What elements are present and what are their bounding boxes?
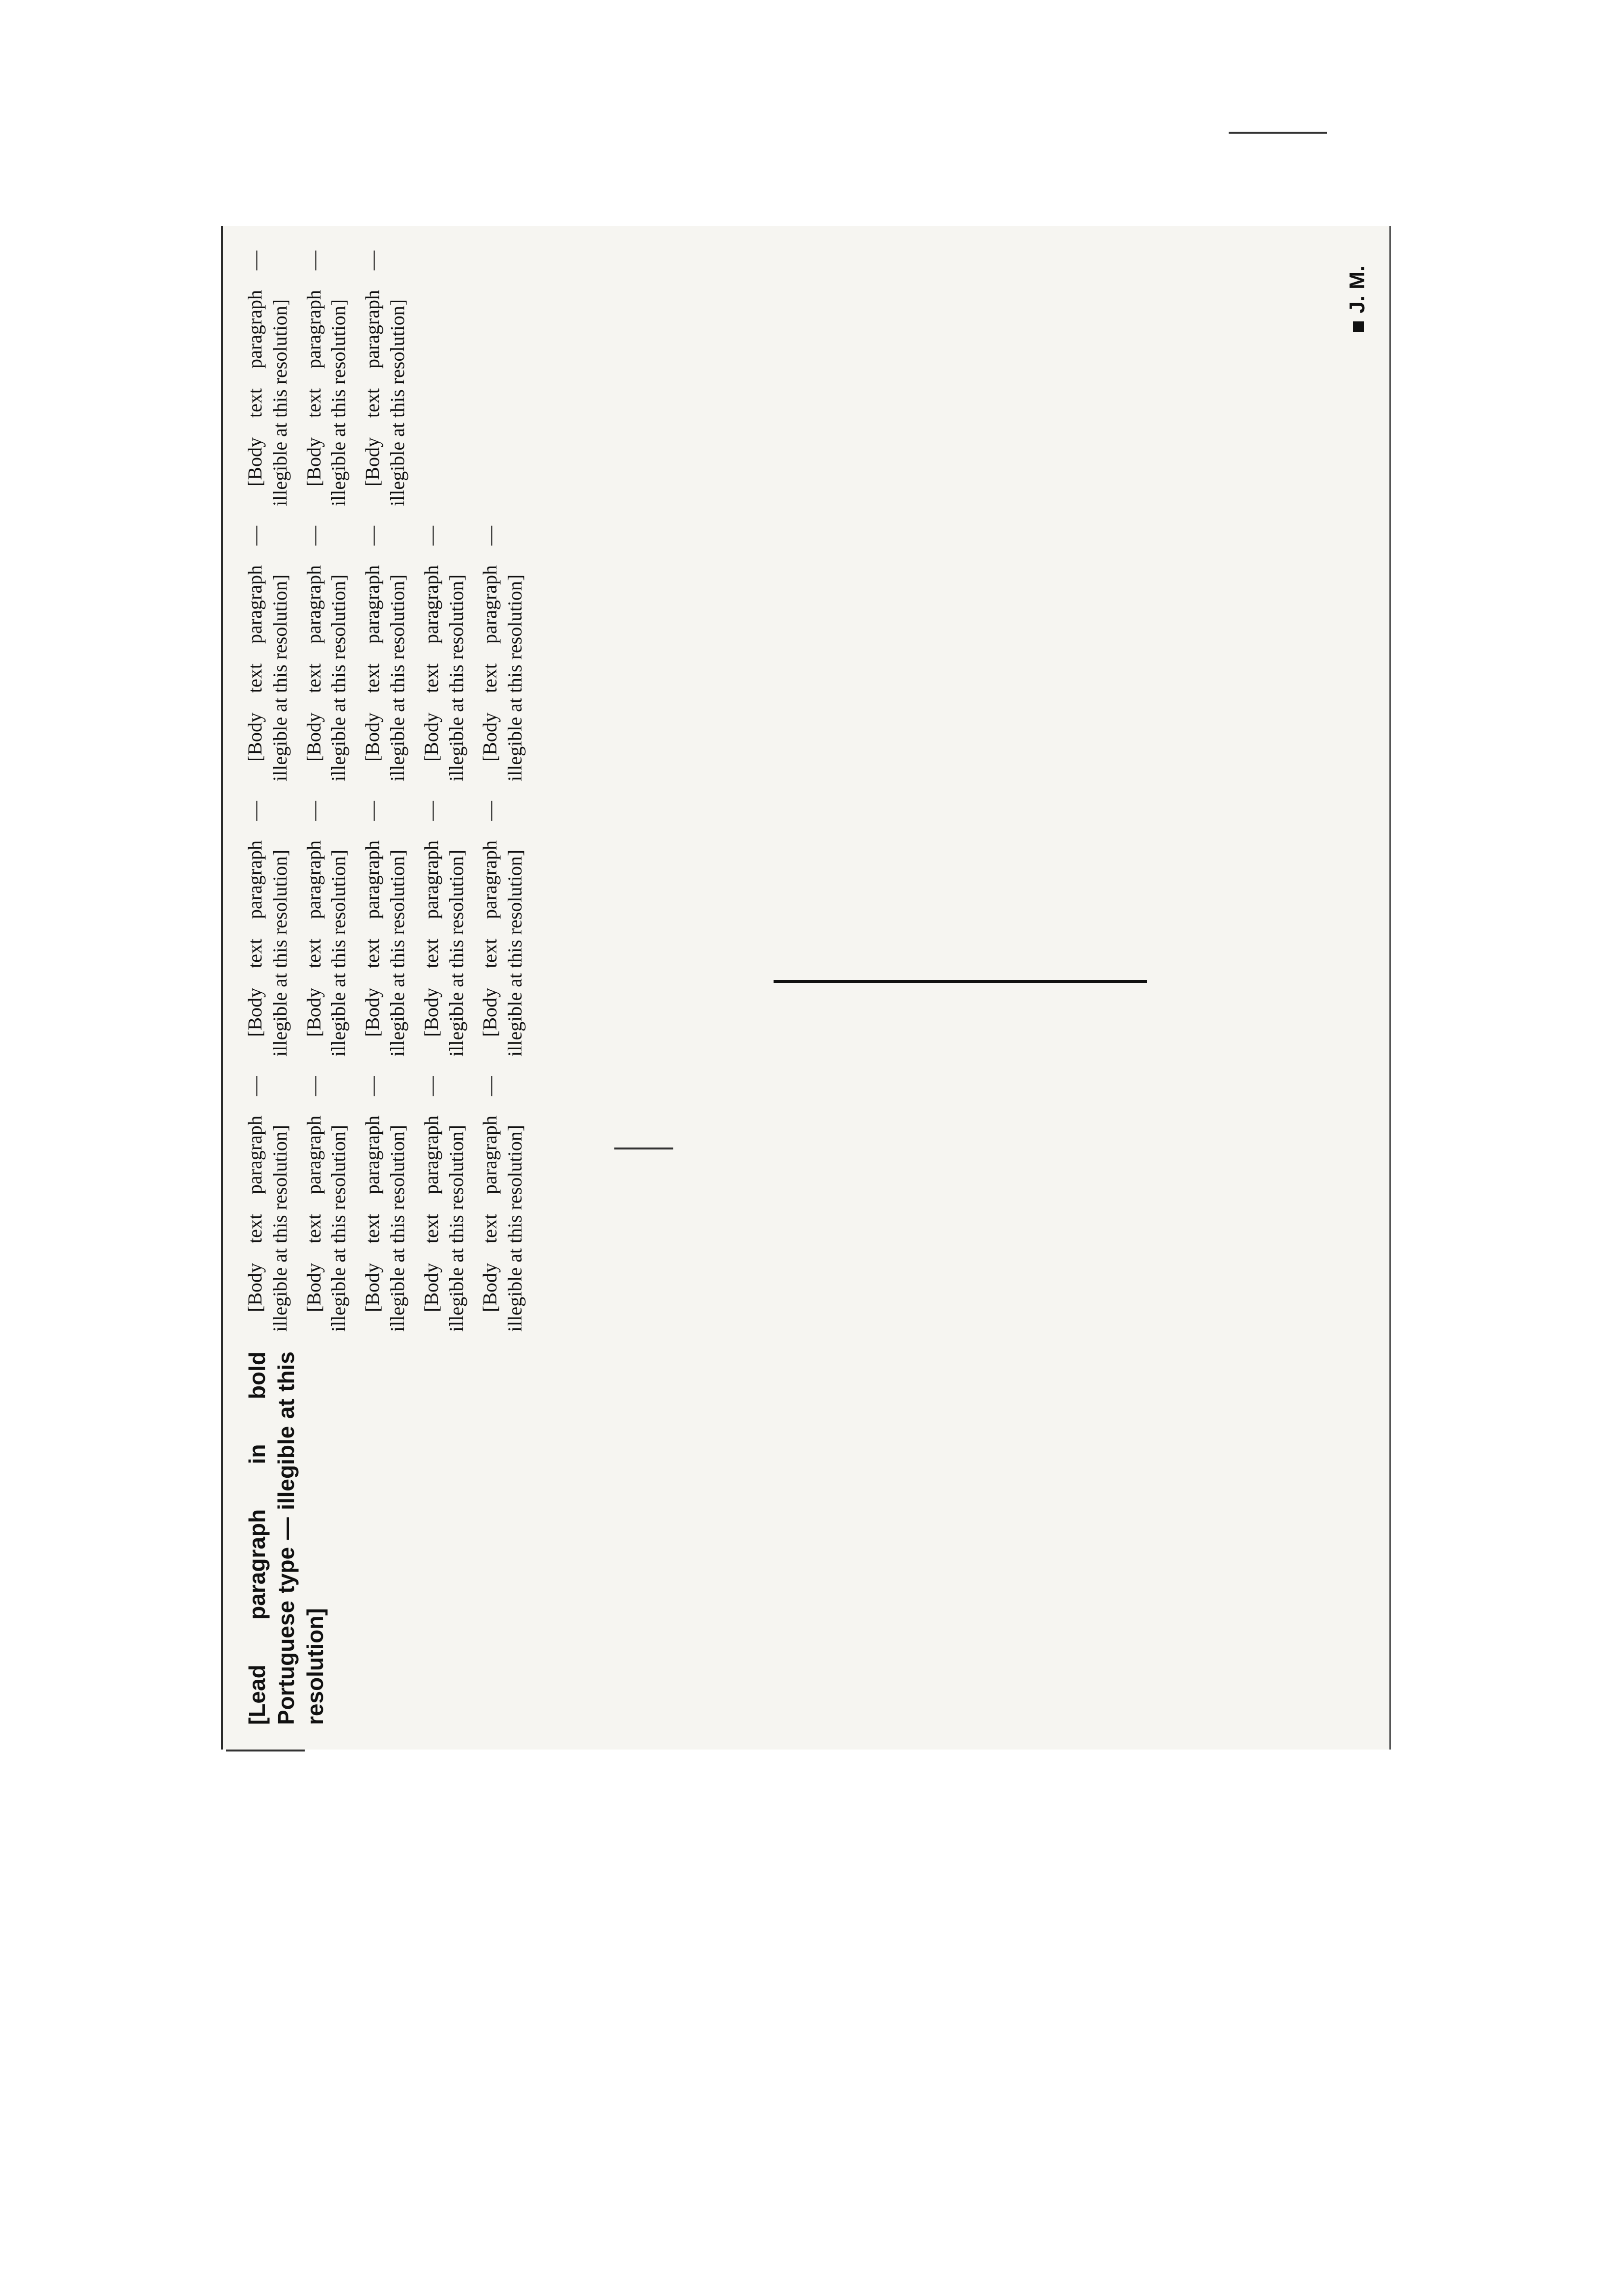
article-paragraph: [Body text paragraph — illegible at this resolution] (361, 801, 408, 1057)
article-paragraph: [Body text paragraph — illegible at this resolution] (420, 526, 467, 781)
article-paragraph: [Body text paragraph — illegible at this resolution] (244, 801, 291, 1057)
article-paragraph: [Body text paragraph — illegible at this resolution] (302, 1076, 350, 1332)
end-mark-icon (1353, 321, 1364, 332)
article-paragraph: [Body text paragraph — illegible at this resolution] (244, 526, 291, 781)
article-paragraph: [Body text paragraph — illegible at this resolution] (361, 251, 408, 506)
article-paragraph: [Body text paragraph — illegible at this resolution] (244, 251, 291, 506)
article-paragraph: [Body text paragraph — illegible at this resolution] (244, 1076, 291, 1332)
article-paragraph: [Body text paragraph — illegible at this resolution] (479, 1076, 526, 1332)
column-rule (774, 980, 1147, 983)
article-paragraph: [Body text paragraph — illegible at this resolution] (420, 1076, 467, 1332)
article-paragraph: [Body text paragraph — illegible at this resolution] (479, 801, 526, 1057)
article-paragraph: [Body text paragraph — illegible at this resolution] (361, 526, 408, 781)
signature-initials: J. M. (1345, 265, 1369, 314)
article-body (243, 251, 528, 1332)
article-paragraph: [Body text paragraph — illegible at this resolution] (302, 251, 350, 506)
article-paragraph: [Body text paragraph — illegible at this resolution] (302, 526, 350, 781)
lead-paragraph: [Lead paragraph in bold Portuguese type — illegible at this resolution] (244, 1351, 328, 1725)
signature (1345, 265, 1370, 332)
article-paragraph: [Body text paragraph — illegible at this resolution] (302, 801, 350, 1057)
article-paragraph: [Body text paragraph — illegible at this resolution] (361, 1076, 408, 1332)
article-paragraph: [Body text paragraph — illegible at this resolution] (479, 526, 526, 781)
scan-mark (1229, 132, 1327, 134)
newspaper-clipping (221, 226, 1391, 1750)
article-paragraph: [Body text paragraph — illegible at this resolution] (420, 801, 467, 1057)
scan-mark (614, 1148, 673, 1149)
scan-mark (226, 1750, 305, 1751)
